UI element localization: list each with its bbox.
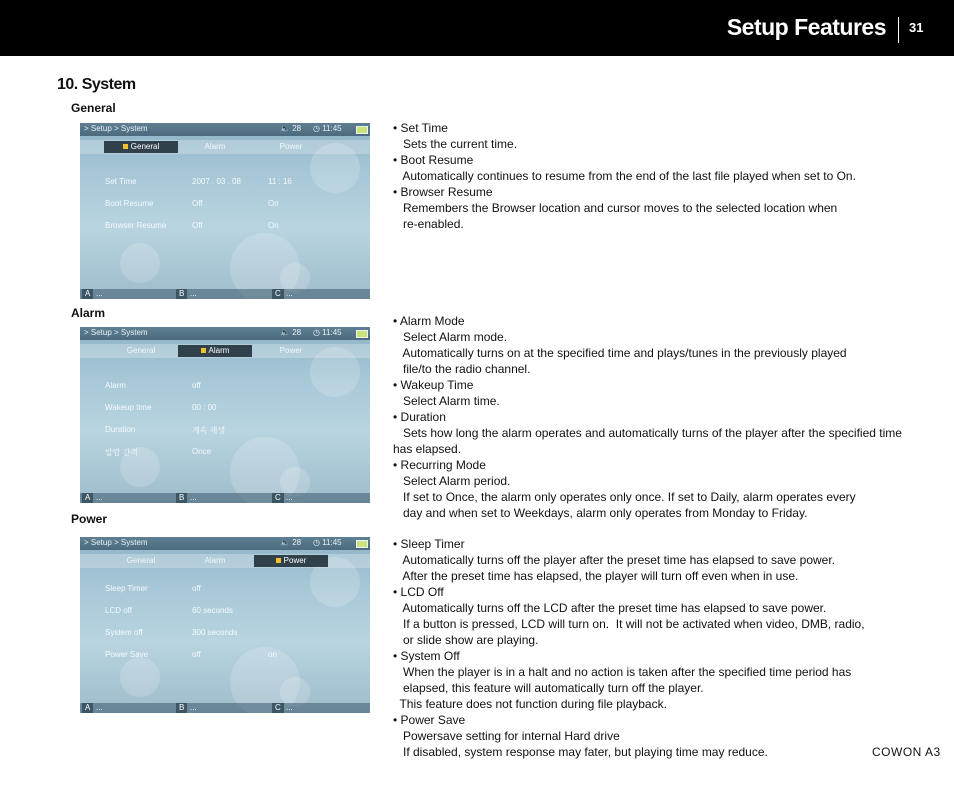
setting-label: Sleep Timer xyxy=(105,584,148,593)
section-title: 10. System xyxy=(57,76,136,93)
selected-tab-marker xyxy=(201,348,206,353)
description-line: Select Alarm mode. xyxy=(393,330,508,344)
soft-key-b[interactable]: B xyxy=(176,703,187,713)
soft-key-a[interactable]: A xyxy=(82,493,93,503)
screen-tab-power[interactable] xyxy=(254,141,328,153)
footer-product: COWON A3 xyxy=(872,745,941,759)
screen-tab-label: General xyxy=(126,346,156,355)
setting-value-alt[interactable]: 11 : 16 xyxy=(268,177,292,186)
description-line: Select Alarm time. xyxy=(393,394,500,408)
background-decoration xyxy=(120,243,160,283)
description-line: file/to the radio channel. xyxy=(393,362,531,376)
setting-value[interactable]: off xyxy=(192,381,201,390)
soft-key-label: ... xyxy=(190,703,197,712)
volume-indicator: 🔈 28 xyxy=(280,328,302,337)
setting-value-alt[interactable]: on xyxy=(268,650,277,659)
screen-status-bar xyxy=(80,123,370,136)
page-title: Setup Features xyxy=(726,14,886,40)
setting-label: Alarm xyxy=(105,381,126,390)
setting-value[interactable]: Once xyxy=(192,447,212,456)
description-line: • Alarm Mode xyxy=(393,314,465,328)
description-line: Sets the current time. xyxy=(393,137,518,151)
header-divider xyxy=(898,17,899,43)
volume-indicator: 🔈 28 xyxy=(280,538,302,547)
clock-time: 11:45 xyxy=(322,328,342,337)
description-line: • Power Save xyxy=(393,713,466,727)
screen-tab-label: Power xyxy=(279,346,303,355)
screen-tab-alarm[interactable] xyxy=(178,141,252,153)
screen-tab-general[interactable] xyxy=(104,141,178,153)
volume-level: 28 xyxy=(292,538,302,547)
soft-key-a[interactable]: A xyxy=(82,703,93,713)
setting-label: System off xyxy=(105,628,143,637)
screen-tab-power[interactable] xyxy=(254,345,328,357)
screen-tab-label: Alarm xyxy=(204,556,226,565)
setting-label: LCD off xyxy=(105,606,132,615)
screen-path: > Setup > System xyxy=(84,124,148,133)
description-line: or slide show are playing. xyxy=(393,633,539,647)
setting-value-alt[interactable]: On xyxy=(268,221,279,230)
selected-tab-marker xyxy=(276,558,281,563)
description-line: • Recurring Mode xyxy=(393,458,486,472)
screen-key-bar xyxy=(80,703,370,713)
description-general xyxy=(393,120,913,232)
screen-key-bar xyxy=(80,289,370,299)
screen-tab-label: Power xyxy=(279,142,303,151)
description-line: • Duration xyxy=(393,410,446,424)
setting-value-alt[interactable]: On xyxy=(268,199,279,208)
description-line: If set to Once, the alarm only operates only once. If set to Daily, alarm operates every xyxy=(393,490,856,504)
description-line: Remembers the Browser location and cursor moves to the selected location when xyxy=(393,201,838,215)
volume-level: 28 xyxy=(292,124,302,133)
soft-key-label: ... xyxy=(286,493,293,502)
screen-tab-general[interactable] xyxy=(104,555,178,567)
soft-key-label: ... xyxy=(96,493,103,502)
screen-status-bar xyxy=(80,327,370,340)
description-line: If a button is pressed, LCD will turn on. It will not be activated when video, DMB, radio, xyxy=(393,617,865,631)
screen-status-bar xyxy=(80,537,370,550)
description-line: day and when set to Weekdays, alarm only operates from Monday to Friday. xyxy=(393,506,808,520)
soft-key-a[interactable]: A xyxy=(82,289,93,299)
screen-tab-general[interactable] xyxy=(104,345,178,357)
soft-key-b[interactable]: B xyxy=(176,289,187,299)
description-line: Automatically continues to resume from the end of the last file played when set to On. xyxy=(393,169,856,183)
soft-key-b[interactable]: B xyxy=(176,493,187,503)
setting-label: Power Save xyxy=(105,650,149,659)
description-line: After the preset time has elapsed, the player will turn off even when in use. xyxy=(393,569,799,583)
screen-tab-label: Alarm xyxy=(208,346,230,355)
page-number: 31 xyxy=(909,20,924,35)
description-power xyxy=(393,536,913,760)
description-line: • Wakeup Time xyxy=(393,378,474,392)
setting-value[interactable]: 계속 재생 xyxy=(192,426,226,435)
screen-tab-label: Power xyxy=(283,556,307,565)
soft-key-label: ... xyxy=(96,703,103,712)
screen-tab-label: Alarm xyxy=(204,142,226,151)
screen-tab-bar xyxy=(80,554,370,568)
battery-icon xyxy=(356,540,368,548)
description-line: Sets how long the alarm operates and automatically turns of the player after the specified time xyxy=(393,426,902,440)
setting-label: Boot Resume xyxy=(105,199,154,208)
subsection-heading-alarm: Alarm xyxy=(71,306,106,320)
background-decoration xyxy=(120,657,160,697)
description-line: Automatically turns off the LCD after the preset time has elapsed to save power. xyxy=(393,601,827,615)
battery-icon xyxy=(356,126,368,134)
clock-time: 11:45 xyxy=(322,538,342,547)
description-line: Automatically turns off the player after the preset time has elapsed to save power. xyxy=(393,553,836,567)
description-line: re-enabled. xyxy=(393,217,464,231)
soft-key-label: ... xyxy=(190,289,197,298)
screen-path: > Setup > System xyxy=(84,538,148,547)
description-line: • Browser Resume xyxy=(393,185,493,199)
soft-key-c[interactable]: C xyxy=(272,289,284,299)
screen-tab-alarm[interactable] xyxy=(178,555,252,567)
screen-tab-bar xyxy=(80,344,370,358)
setting-value[interactable]: Off xyxy=(192,199,203,208)
screen-tab-label: General xyxy=(126,556,156,565)
setting-label: Wakeup time xyxy=(105,403,152,412)
description-line: This feature does not function during file playback. xyxy=(393,697,667,711)
description-line: Powersave setting for internal Hard drive xyxy=(393,729,620,743)
screen-tab-power[interactable] xyxy=(254,555,328,567)
screen-tab-bar xyxy=(80,140,370,154)
setting-value[interactable]: 00 : 00 xyxy=(192,403,217,412)
page-header xyxy=(0,0,954,56)
setting-value[interactable]: 300 seconds xyxy=(192,628,238,637)
device-screen-power xyxy=(80,537,370,713)
battery-icon xyxy=(356,330,368,338)
description-line: has elapsed. xyxy=(393,442,462,456)
screen-key-bar xyxy=(80,493,370,503)
subsection-heading-general: General xyxy=(71,101,116,115)
setting-label: Set Time xyxy=(105,177,137,186)
description-line: If disabled, system response may fater, but playing time may reduce. xyxy=(393,745,768,759)
description-line: • System Off xyxy=(393,649,460,663)
screen-tab-alarm[interactable] xyxy=(178,345,252,357)
soft-key-label: ... xyxy=(190,493,197,502)
clock-indicator: ◷ 11:45 xyxy=(313,124,342,133)
selected-tab-marker xyxy=(123,144,128,149)
clock-indicator: ◷ 11:45 xyxy=(313,538,342,547)
setting-label: 알람 간격 xyxy=(105,448,139,457)
volume-indicator: 🔈 28 xyxy=(280,124,302,133)
screen-tab-label: General xyxy=(130,142,160,151)
setting-value[interactable]: off xyxy=(192,650,201,659)
description-line: When the player is in a halt and no action is taken after the specified time period has xyxy=(393,665,852,679)
setting-value[interactable]: off xyxy=(192,584,201,593)
soft-key-label: ... xyxy=(286,703,293,712)
description-line: • Sleep Timer xyxy=(393,537,465,551)
soft-key-c[interactable]: C xyxy=(272,703,284,713)
screen-path: > Setup > System xyxy=(84,328,148,337)
setting-value[interactable]: Off xyxy=(192,221,203,230)
description-alarm xyxy=(393,313,913,521)
clock-indicator: ◷ 11:45 xyxy=(313,328,342,337)
setting-value[interactable]: 2007 . 03 . 08 xyxy=(192,177,241,186)
setting-label: Duration xyxy=(105,425,136,434)
volume-level: 28 xyxy=(292,328,302,337)
description-line: • LCD Off xyxy=(393,585,444,599)
soft-key-label: ... xyxy=(96,289,103,298)
subsection-heading-power: Power xyxy=(71,512,108,526)
device-screen-alarm xyxy=(80,327,370,503)
device-screen-general xyxy=(80,123,370,299)
description-line: Select Alarm period. xyxy=(393,474,511,488)
description-line: • Boot Resume xyxy=(393,153,474,167)
description-line: elapsed, this feature will automatically turn off the player. xyxy=(393,681,704,695)
soft-key-c[interactable]: C xyxy=(272,493,284,503)
description-line: • Set Time xyxy=(393,121,448,135)
description-line: Automatically turns on at the specified time and plays/tunes in the previously played xyxy=(393,346,847,360)
soft-key-label: ... xyxy=(286,289,293,298)
clock-time: 11:45 xyxy=(322,124,342,133)
setting-value[interactable]: 60 seconds xyxy=(192,606,233,615)
setting-label: Browser Resume xyxy=(105,221,167,230)
